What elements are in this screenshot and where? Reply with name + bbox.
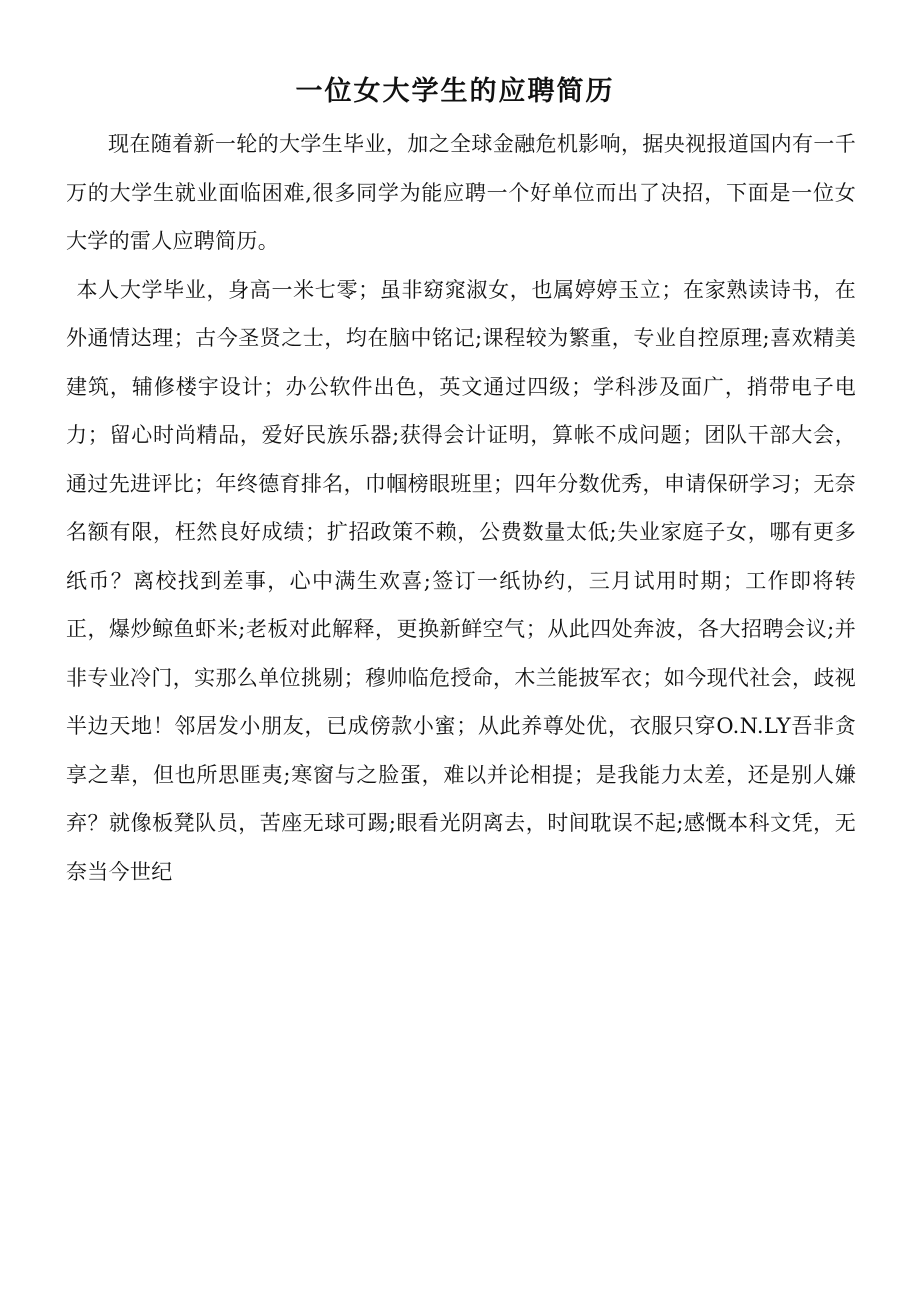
resume-paragraph: 本人大学毕业，身高一米七零；虽非窈窕淑女，也属婷婷玉立；在家熟读诗书，在外通情达理；古今圣贤之士，均在脑中铭记;课程较为繁重，专业自控原理;喜欢精美建筑，辅修楼宇设计；办公软件出色，英文通过四级；学科涉及面广，捎带电子电力；留心时尚精品，爱好民族乐器;获得会计证明，算帐不成问题；团队干部大会，通过先进评比；年终德育排名，巾帼榜眼班里；四年分数优秀，申请保研学习；无奈名额有限，枉然良好成绩；扩招政策不赖，公费数量太低;失业家庭子女，哪有更多纸币？离校找到差事，心中满生欢喜;签订一纸协约，三月试用时期；工作即将转正，爆炒鲸鱼虾米;老板对此解释，更换新鲜空气；从此四处奔波，各大招聘会议;并非专业冷门，实那么单位挑剔；穆帅临危授命，木兰能披军衣；如今现代社会，歧视半边天地！邻居发小朋友，已成傍款小蜜；从此养尊处优，衣服只穿O.N.LY吾非贪享之辈，但也所思匪夷;寒窗与之脸蛋，难以并论相提；是我能力太差，还是别人嫌弃？就像板凳队员，苦座无球可踢;眼看光阴离去，时间耽误不起;感慨本科文凭，无奈当今世纪 — [66, 277, 856, 884]
document-title: 一位女大学生的应聘简历 — [295, 76, 615, 107]
document-body — [66, 120, 856, 896]
intro-paragraph: 现在随着新一轮的大学生毕业，加之全球金融危机影响，据央视报道国内有一千万的大学生就业面临困难,很多同学为能应聘一个好单位而出了决招，下面是一位女大学的雷人应聘简历。 — [66, 132, 856, 253]
